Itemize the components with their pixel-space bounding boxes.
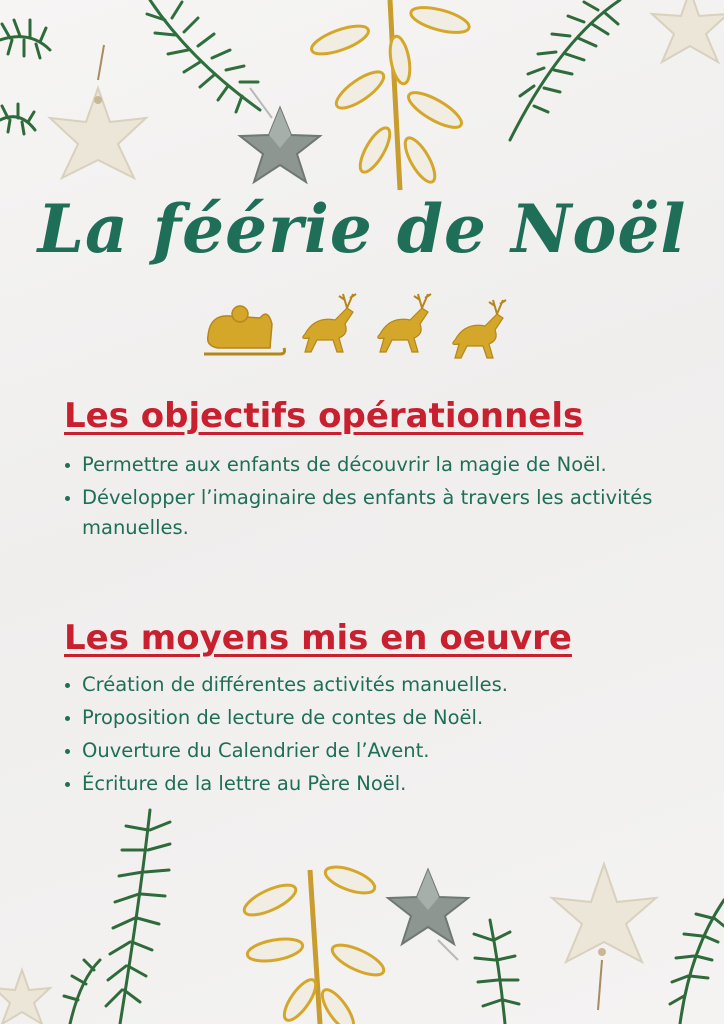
section-heading-moyens: Les moyens mis en oeuvre — [64, 618, 572, 658]
gold-mistletoe-icon — [240, 862, 387, 1024]
fir-branch-icon — [147, 0, 260, 112]
top-decorations — [0, 0, 724, 210]
list-item: • Écriture de la lettre au Père Noël. — [82, 769, 662, 799]
sleigh-icon — [204, 306, 285, 354]
snowflake-ornament-icon — [652, 0, 724, 62]
objectifs-list — [60, 450, 662, 546]
section-heading-objectifs: Les objectifs opérationnels — [64, 396, 584, 436]
list-item: • Création de différentes activités manuelles. — [82, 670, 662, 700]
snowflake-ornament-icon — [0, 970, 50, 1024]
star-ornament-icon — [240, 88, 320, 182]
fir-branch-icon — [474, 920, 519, 1024]
list-item: • Permettre aux enfants de découvrir la magie de Noël. — [82, 450, 662, 480]
list-item: • Développer l’imaginaire des enfants à travers les activités manuelles. — [82, 483, 662, 543]
snowflake-ornament-icon — [552, 864, 656, 1010]
bottom-decorations — [0, 800, 724, 1024]
fir-branch-icon — [510, 0, 620, 140]
list-item: • Proposition de lecture de contes de Noël. — [82, 703, 662, 733]
star-ornament-icon — [388, 870, 468, 960]
fir-branch-icon — [64, 810, 170, 1024]
reindeer-icon — [303, 294, 356, 352]
list-item: • Ouverture du Calendrier de l’Avent. — [82, 736, 662, 766]
reindeer-icon — [453, 300, 506, 358]
moyens-list — [60, 670, 662, 802]
snowflake-ornament-icon — [50, 45, 146, 178]
fir-branch-icon — [670, 900, 724, 1024]
gold-mistletoe-icon — [308, 0, 471, 190]
page-title: La féérie de Noël — [37, 190, 687, 268]
sleigh-and-reindeer — [200, 286, 530, 376]
fir-branch-icon — [0, 20, 50, 134]
reindeer-icon — [378, 294, 431, 352]
